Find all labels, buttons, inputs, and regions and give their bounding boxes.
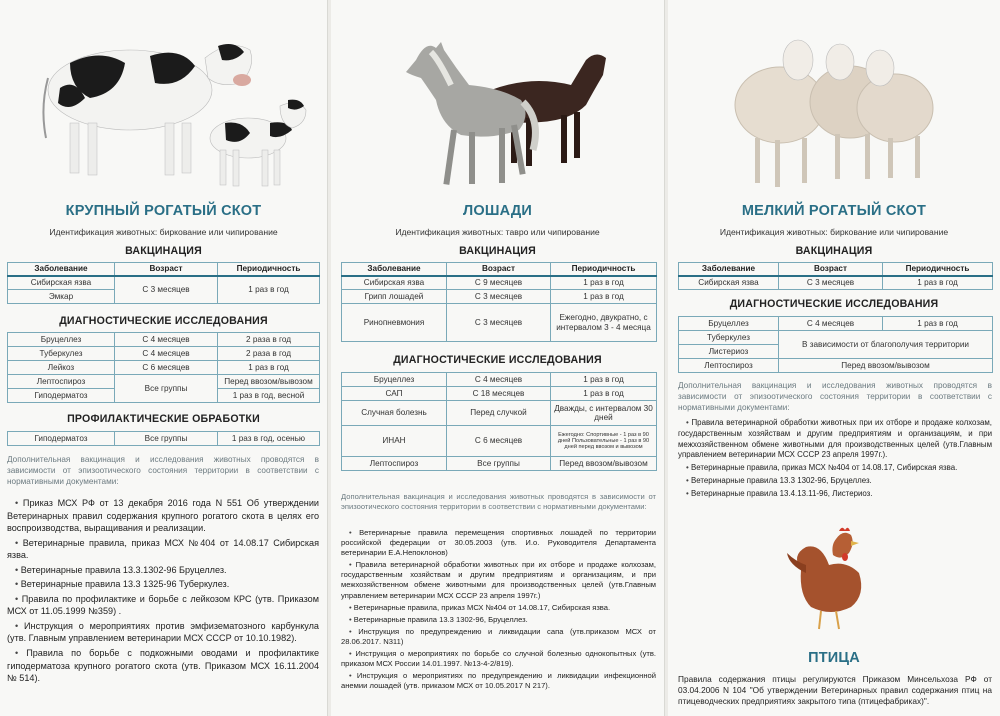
cell-disease: Сибирская язва <box>679 276 779 290</box>
cell-age: С 3 месяцев <box>779 276 883 290</box>
table-header-row <box>679 263 993 276</box>
cell-period: 1 раз в год <box>218 276 320 304</box>
cell-age: С 18 месяцев <box>447 387 551 401</box>
cell-merged: Перед ввозом/вывозом <box>779 359 993 373</box>
list-item: • Правила по борьбе с подкожными оводами и профилактике гиподерматоза крупного рогатого скота (утв. Приказом МСХ 16.11.2004 № 514). <box>7 647 319 685</box>
table-row <box>342 290 657 304</box>
list-item: • Инструкция о мероприятиях по борьбе со случной болезнью однокопытных (утв. приказом МСХ России 14.01.1997. №13-4-2/819). <box>341 649 656 669</box>
cell-period: 1 раз в год <box>551 387 657 401</box>
cell-disease: ИНАН <box>342 426 447 457</box>
cattle-vaccination-table <box>7 262 320 304</box>
chicken-illustration <box>781 525 871 635</box>
col-disease: Заболевание <box>8 263 115 276</box>
col-age: Возраст <box>779 263 883 276</box>
cell-age: С 3 месяцев <box>447 304 551 342</box>
list-item: • Приказ МСХ РФ от 13 декабря 2016 года N 551 Об утверждении Ветеринарных правил содержания крупного рогатого скота в целях его воспроизводства, выращивания и реализации. <box>7 497 319 535</box>
cell-period: 1 раз в год, осенью <box>218 432 320 446</box>
cattle-prophylaxis-heading: ПРОФИЛАКТИЧЕСКИЕ ОБРАБОТКИ <box>67 413 260 425</box>
horses-note: Дополнительная вакцинация и исследования животных проводятся в зависимости от эпизоотического состояния территории в соответствии с нормативными документами: <box>341 492 656 512</box>
cell-age: С 9 месяцев <box>447 276 551 290</box>
calf-icon <box>210 100 306 186</box>
cell-period: 1 раз в год <box>883 317 993 331</box>
list-item: • Ветеринарные правила, приказ МСХ №404 от 14.08.17, Сибирская язва. <box>341 603 656 613</box>
list-item: • Ветеринарные правила 13.4.13.11-96, Листериоз. <box>678 489 992 500</box>
cell-disease: Эмкар <box>8 290 115 304</box>
cattle-subtitle: Идентификация животных: биркование или чипирование <box>49 227 278 237</box>
cell-disease: Листериоз <box>679 345 779 359</box>
horses-illustration <box>381 30 621 190</box>
cattle-title: КРУПНЫЙ РОГАТЫЙ СКОТ <box>65 203 262 219</box>
horses-subtitle: Идентификация животных: тавро или чипирование <box>395 227 600 237</box>
cell-period: Перед ввозом/вывозом <box>218 375 320 389</box>
list-item: • Ветеринарные правила перемещения спортивных лошадей по территории российской федерации от 30.05.2003 (утв. И.о. Руководителя Департамента ветеринарии Е.А.Непоклонов) <box>341 528 656 558</box>
horses-diagnostics-table <box>341 372 657 471</box>
sheep-icon <box>735 40 933 187</box>
list-item: • Ветеринарные правила, приказ МСХ №404 от 14.08.17, Сибирская язва. <box>678 463 992 474</box>
cell-period: 1 раз в год, весной <box>218 389 320 403</box>
cell-age: С 4 месяцев <box>115 347 218 361</box>
cell-disease: Случная болезнь <box>342 401 447 426</box>
cell-disease: Лептоспироз <box>8 375 115 389</box>
cell-age: Перед случкой <box>447 401 551 426</box>
list-item: • Правила по профилактике и борьбе с лейкозом КРС (утв. Приказом МСХ от 11.05.1999 №359) . <box>7 593 319 618</box>
cell-age: С 6 месяцев <box>447 426 551 457</box>
cell-period: Ежегодно: Спортивные - 1 раз в 90 дней Пользовательные - 1 раз в 90 дней перед ввозом и вывозом <box>551 426 657 457</box>
sheep-documents-list <box>678 418 992 501</box>
cell-age: С 3 месяцев <box>115 276 218 304</box>
table-row <box>8 333 320 347</box>
table-row <box>8 276 320 290</box>
cell-period: Перед ввозом/вывозом <box>551 457 657 471</box>
poultry-text: Правила содержания птицы регулируются Приказом Минсельхоза РФ от 03.04.2006 N 104 "Об утверждении Ветеринарных правил содержания птиц на птицеводческих предприятиях закрытого типа (птицефабриках)". <box>678 674 992 706</box>
chicken-icon <box>787 528 861 629</box>
list-item: • Ветеринарные правила 13.3.1302-96 Бруцеллез. <box>7 564 319 577</box>
sheep-vaccination-table <box>678 262 993 290</box>
cell-disease: Ринопневмония <box>342 304 447 342</box>
col-age: Возраст <box>115 263 218 276</box>
table-row <box>342 401 657 426</box>
list-item: • Ветеринарные правила 13.3 1302-96, Бруцеллез. <box>678 476 992 487</box>
col-period: Периодичность <box>218 263 320 276</box>
table-row <box>342 387 657 401</box>
cell-period: 1 раз в год <box>883 276 993 290</box>
cell-merged: В зависимости от благополучия территории <box>779 331 993 359</box>
cell-disease: САП <box>342 387 447 401</box>
cell-period: 1 раз в год <box>218 361 320 375</box>
sheep-note: Дополнительная вакцинация и исследования животных проводятся в зависимости от эпизоотического состояния территории в соответствии с нормативными документами: <box>678 381 992 412</box>
table-row <box>8 347 320 361</box>
table-row <box>342 304 657 342</box>
list-item: • Правила ветеринарной обработки животных при их отборе и продаже колхозам, государственным хозяйствам и другим предприятиям и организациям, и при межхозяйственном обмене животными для производственных целей (утв.Главным управлением ветеринарии МСХ СССР 23 апреля 1997г.) <box>341 560 656 600</box>
cell-disease: Сибирская язва <box>8 276 115 290</box>
horses-vaccination-table <box>341 262 657 342</box>
cell-period: 1 раз в год <box>551 373 657 387</box>
cell-disease: Лептоспироз <box>679 359 779 373</box>
panel-horses <box>331 0 665 716</box>
cell-disease: Бруцеллез <box>8 333 115 347</box>
col-age: Возраст <box>447 263 551 276</box>
cell-period: Дважды, с интервалом 30 дней <box>551 401 657 426</box>
table-row <box>679 317 993 331</box>
cell-age: С 4 месяцев <box>779 317 883 331</box>
horses-title: ЛОШАДИ <box>463 203 532 219</box>
cell-age: С 3 месяцев <box>447 290 551 304</box>
table-row <box>342 373 657 387</box>
table-row <box>342 426 657 457</box>
panel-cattle <box>0 0 328 716</box>
cell-period: 2 раза в год <box>218 347 320 361</box>
cell-age: С 4 месяцев <box>447 373 551 387</box>
list-item: • Правила ветеринарной обработки животных при их отборе и продаже колхозам, государственным хозяйствам и другим предприятиям и организациям, и при межхозяйственном обмене животными для производственных целей (утв.Главным управлением ветеринарии МСХ СССР 23 апреля 1997г.). <box>678 418 992 461</box>
poultry-title: ПТИЦА <box>808 650 860 666</box>
cell-disease: Туберкулез <box>8 347 115 361</box>
cattle-diagnostics-heading: ДИАГНОСТИЧЕСКИЕ ИССЛЕДОВАНИЯ <box>59 315 268 327</box>
cattle-diagnostics-table <box>7 332 320 403</box>
col-period: Периодичность <box>883 263 993 276</box>
list-item: • Ветеринарные правила 13.3 1302-96, Бруцеллез. <box>341 615 656 625</box>
list-item: • Инструкция о мероприятиях по предупреждению и ликвидации инфекционной анемии лошадей (утв. приказом МСХ от 10.05.2017 N 217). <box>341 671 656 691</box>
table-row <box>342 457 657 471</box>
table-row <box>679 359 993 373</box>
cell-disease: Лейкоз <box>8 361 115 375</box>
cell-disease: Бруцеллез <box>342 373 447 387</box>
cell-disease: Туберкулез <box>679 331 779 345</box>
cell-period: 1 раз в год <box>551 290 657 304</box>
table-header-row <box>8 263 320 276</box>
cell-age: С 6 месяцев <box>115 361 218 375</box>
horses-vaccination-heading: ВАКЦИНАЦИЯ <box>459 245 536 257</box>
grey-horse-icon <box>406 42 535 185</box>
panel-sheep <box>668 0 1000 716</box>
table-row <box>8 375 320 389</box>
col-disease: Заболевание <box>342 263 447 276</box>
cell-age: Все группы <box>115 375 218 403</box>
cattle-prophylaxis-table <box>7 431 320 446</box>
cell-period: Ежегодно, двукратно, с интервалом 3 - 4 месяца <box>551 304 657 342</box>
col-disease: Заболевание <box>679 263 779 276</box>
table-row <box>8 361 320 375</box>
table-row <box>8 432 320 446</box>
cell-disease: Лептоспироз <box>342 457 447 471</box>
cell-disease: Гиподерматоз <box>8 432 115 446</box>
list-item: • Инструкция о мероприятиях против эмфизематозного карбункула (утв. Главным управлением ветеринарии МСХ СССР от 10.10.1982). <box>7 620 319 645</box>
sheep-title: МЕЛКИЙ РОГАТЫЙ СКОТ <box>741 203 927 219</box>
table-row <box>679 276 993 290</box>
list-item: • Инструкция по предупреждению и ликвидации сапа (утв.приказом МСХ от 28.06.2017. N311) <box>341 627 656 647</box>
list-item: • Ветеринарные правила 13.3 1325-96 Туберкулез. <box>7 578 319 591</box>
table-header-row <box>342 263 657 276</box>
sheep-diagnostics-heading: ДИАГНОСТИЧЕСКИЕ ИССЛЕДОВАНИЯ <box>729 298 939 310</box>
cattle-documents-list <box>7 497 319 687</box>
horses-diagnostics-heading: ДИАГНОСТИЧЕСКИЕ ИССЛЕДОВАНИЯ <box>393 354 602 366</box>
cell-disease: Грипп лошадей <box>342 290 447 304</box>
sheep-illustration <box>730 30 940 190</box>
cattle-vaccination-heading: ВАКЦИНАЦИЯ <box>125 245 202 257</box>
cow-and-calf-illustration <box>30 28 310 193</box>
cell-period: 2 раза в год <box>218 333 320 347</box>
cell-disease: Гиподерматоз <box>8 389 115 403</box>
table-row <box>342 276 657 290</box>
sheep-subtitle: Идентификация животных: биркование или чипирование <box>719 227 949 237</box>
sheep-vaccination-heading: ВАКЦИНАЦИЯ <box>795 245 873 257</box>
col-period: Периодичность <box>551 263 657 276</box>
list-item: • Ветеринарные правила, приказ МСХ №404 от 14.08.17 Сибирская язва. <box>7 537 319 562</box>
cell-period: 1 раз в год <box>551 276 657 290</box>
cell-disease: Сибирская язва <box>342 276 447 290</box>
cell-disease: Бруцеллез <box>679 317 779 331</box>
cell-age: С 4 месяцев <box>115 333 218 347</box>
cattle-note: Дополнительная вакцинация и исследования животных проводятся в зависимости от эпизоотического состояния территории в соответствии с нормативными документами: <box>7 455 319 486</box>
sheep-diagnostics-table <box>678 316 993 373</box>
horses-documents-list <box>341 528 656 693</box>
cell-age: Все группы <box>447 457 551 471</box>
table-row <box>679 331 993 345</box>
cell-age: Все группы <box>115 432 218 446</box>
